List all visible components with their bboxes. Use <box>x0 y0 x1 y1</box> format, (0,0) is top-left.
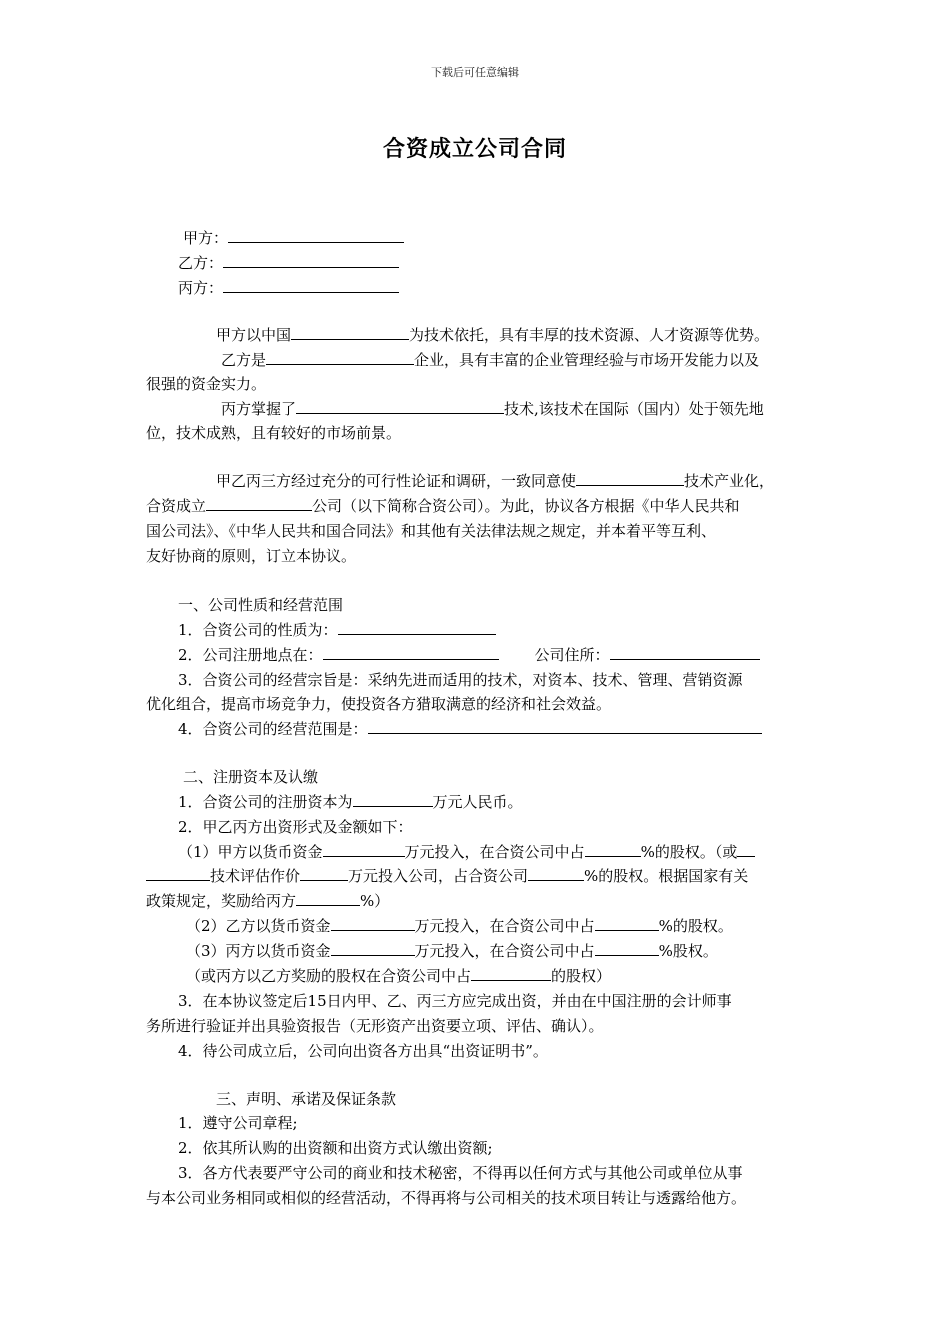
party-a-blank[interactable] <box>228 228 404 243</box>
intro-c-text-2: 技术,该技术在国际（国内）处于领先地 <box>504 400 764 418</box>
section1-item2-text: 2．公司注册地点在： <box>178 646 323 664</box>
purpose-text-1: 甲乙丙三方经过充分的可行性论证和调研，一致同意使 <box>216 472 577 490</box>
section3-item1: 1．遵守公司章程; <box>178 1114 298 1132</box>
party-b-line <box>178 253 399 273</box>
party-a-contribution-text: （1）甲方以货币资金 <box>178 843 323 861</box>
party-a-tech-blank[interactable] <box>146 866 210 881</box>
reward-text-2: %） <box>360 892 390 910</box>
intro-c-text: 丙方掌握了 <box>221 400 297 418</box>
purpose-line-3: 国公司法》、《中华人民共和国合同法》和其他有关法律法规之规定，并本着平等互利、 <box>146 522 717 540</box>
party-b-contribution-text-2: 万元投入，在合资公司中占 <box>414 917 595 935</box>
section3-item2: 2．依其所认购的出资额和出资方式认缴出资额; <box>178 1139 493 1157</box>
intro-a-text: 甲方以中国 <box>216 326 292 344</box>
section2-item2: 2．甲乙丙方出资形式及金额如下： <box>178 818 413 836</box>
purpose-text-2: 合资成立 <box>146 497 207 515</box>
reward-text: 政策规定，奖励给丙方 <box>146 892 297 910</box>
party-c-blank[interactable] <box>223 278 399 293</box>
section3-item3-line2: 与本公司业务相同或相似的经营活动，不得再将与公司相关的技术项目转让与透露给他方。 <box>146 1189 747 1207</box>
party-a-contribution-line1 <box>178 842 755 862</box>
company-nature-blank[interactable] <box>338 620 496 635</box>
party-c-alt-text: （或丙方以乙方奖励的股权在合资公司中占 <box>186 967 472 985</box>
section3-item3-line1: 3．各方代表要严守公司的商业和技术秘密，不得再以任何方式与其他公司或单位从事 <box>178 1164 743 1182</box>
intro-b-cont: 很强的资金实力。 <box>146 375 267 393</box>
section1-item1 <box>178 620 496 640</box>
section1-item3-line1: 3．合资公司的经营宗旨是：采纳先进而适用的技术，对资本、技术、管理、营销资源 <box>178 671 743 689</box>
intro-a-text-2: 为技术依托，具有丰厚的技术资源、人才资源等优势。 <box>409 326 770 344</box>
party-a-tech-value-blank[interactable] <box>300 866 348 881</box>
party-a-tech-text-3: %的股权。根据国家有关 <box>584 867 749 885</box>
party-a-line <box>183 228 404 248</box>
party-b-contribution-text: （2）乙方以货币资金 <box>186 917 331 935</box>
section2-item1-text-2: 万元人民币。 <box>432 793 523 811</box>
section2-item3-line1: 3．在本协议签定后15日内甲、乙、丙三方应完成出资，并由在中国注册的会计师事 <box>178 992 732 1010</box>
purpose-line-1 <box>216 471 774 491</box>
party-b-cash-blank[interactable] <box>331 916 415 931</box>
party-b-contribution-text-3: %的股权。 <box>658 917 733 935</box>
party-b-label: 乙方： <box>178 254 224 272</box>
party-c-label: 丙方： <box>178 279 224 297</box>
party-c-share-blank[interactable] <box>595 941 659 956</box>
purpose-tech-blank[interactable] <box>576 471 684 486</box>
registration-place-blank[interactable] <box>323 645 499 660</box>
section1-item4-text: 4．合资公司的经营范围是： <box>178 720 368 738</box>
party-a-contribution-text-3: %的股权。（或 <box>640 843 738 861</box>
section1-item4 <box>178 719 762 739</box>
purpose-text-1b: 技术产业化， <box>684 472 775 490</box>
page-title: 合资成立公司合同 <box>382 137 567 162</box>
section2-heading: 二、注册资本及认缴 <box>183 768 319 786</box>
registered-capital-blank[interactable] <box>353 792 433 807</box>
intro-b-text: 乙方是 <box>221 351 267 369</box>
party-a-tech-share-blank[interactable] <box>528 866 584 881</box>
purpose-line-4: 友好协商的原则，订立本协议。 <box>146 547 357 565</box>
party-c-contribution-text-3: %股权。 <box>658 942 718 960</box>
party-c-contribution <box>186 941 718 961</box>
party-a-tech-text-2: 万元投入公司，占合资公司 <box>348 867 529 885</box>
reward-share-blank[interactable] <box>296 891 360 906</box>
party-a-tech-text: 技术评估作价 <box>210 867 301 885</box>
party-b-blank[interactable] <box>223 253 399 268</box>
party-c-alt-share-blank[interactable] <box>471 966 551 981</box>
company-address-label: 公司住所： <box>534 646 610 664</box>
party-c-contribution-text-2: 万元投入，在合资公司中占 <box>414 942 595 960</box>
header-note: 下载后可任意编辑 <box>431 66 519 79</box>
intro-a-blank[interactable] <box>291 325 409 340</box>
section1-heading: 一、公司性质和经营范围 <box>178 596 344 614</box>
intro-a-line <box>216 325 769 345</box>
section1-item2 <box>178 645 760 665</box>
intro-b-blank[interactable] <box>266 350 414 365</box>
purpose-text-2b: 公司（以下简称合资公司）。为此，协议各方根据《中华人民共和 <box>312 497 740 515</box>
section2-item1-text: 1．合资公司的注册资本为 <box>178 793 353 811</box>
business-scope-blank[interactable] <box>368 719 762 734</box>
party-a-label: 甲方： <box>183 229 229 247</box>
intro-c-line <box>221 399 764 419</box>
section3-heading: 三、声明、承诺及保证条款 <box>216 1090 397 1108</box>
party-c-alt-text-2: 的股权） <box>551 967 612 985</box>
section2-item4: 4．待公司成立后，公司向出资各方出具“出资证明书”。 <box>178 1042 548 1060</box>
party-a-alt-blank[interactable] <box>737 842 755 857</box>
party-a-share-blank[interactable] <box>585 842 641 857</box>
purpose-company-blank[interactable] <box>206 496 312 511</box>
intro-b-line <box>221 350 759 370</box>
section2-item3-line2: 务所进行验证并出具验资报告（无形资产出资要立项、评估、确认）。 <box>146 1017 604 1035</box>
party-a-contribution-line2 <box>146 866 748 886</box>
party-c-line <box>178 278 399 298</box>
party-a-cash-blank[interactable] <box>323 842 405 857</box>
section1-item3-line2: 优化组合，提高市场竞争力，使投资各方猎取满意的经济和社会效益。 <box>146 695 612 713</box>
party-b-share-blank[interactable] <box>595 916 659 931</box>
intro-b-text-2: 企业，具有丰富的企业管理经验与市场开发能力以及 <box>414 351 760 369</box>
company-address-blank[interactable] <box>610 645 760 660</box>
section2-item1 <box>178 792 523 812</box>
party-c-alt-contribution <box>186 966 611 986</box>
intro-c-blank[interactable] <box>296 399 504 414</box>
section1-item1-text: 1．合资公司的性质为： <box>178 621 338 639</box>
intro-c-cont: 位，技术成熟，且有较好的市场前景。 <box>146 424 402 442</box>
purpose-line-2 <box>146 496 740 516</box>
party-c-contribution-text: （3）丙方以货币资金 <box>186 942 331 960</box>
party-b-contribution <box>186 916 733 936</box>
party-c-cash-blank[interactable] <box>331 941 415 956</box>
party-a-contribution-line3 <box>146 891 389 911</box>
party-a-contribution-text-2: 万元投入，在合资公司中占 <box>404 843 585 861</box>
